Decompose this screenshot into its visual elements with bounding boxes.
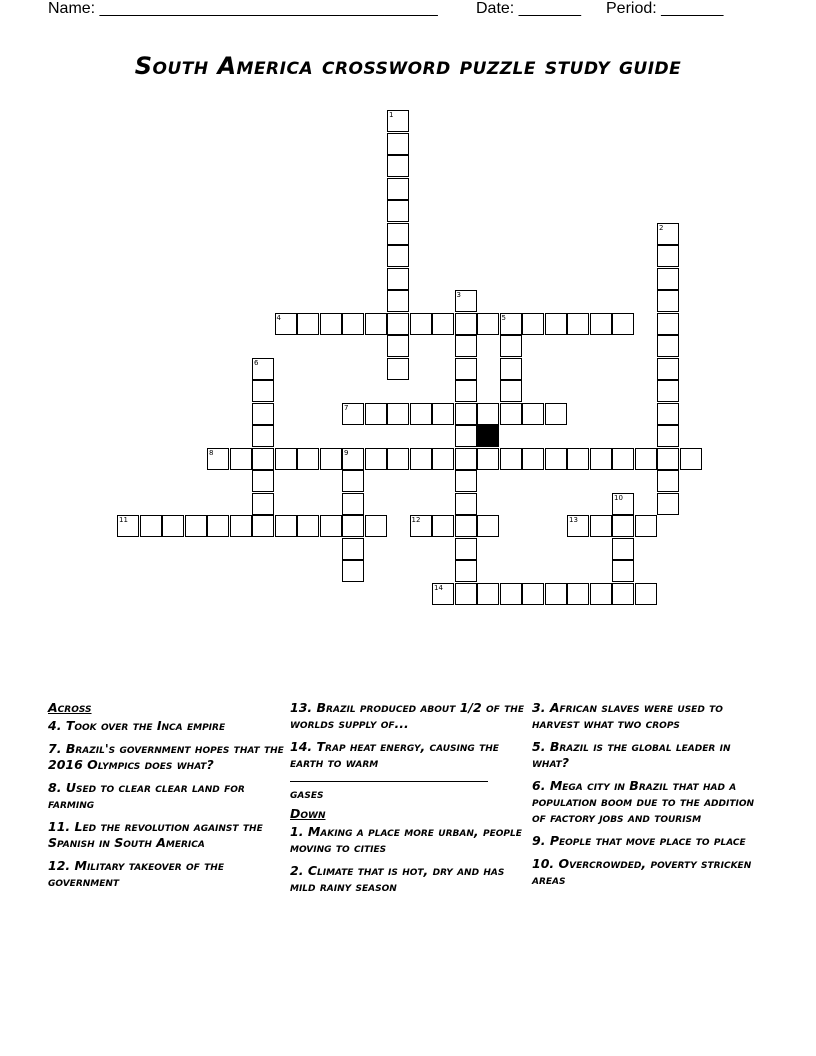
clue-across-14: 14. Trap heat energy, causing the earth to warm (290, 739, 499, 770)
grid-cell[interactable] (252, 515, 274, 537)
grid-cell[interactable] (365, 448, 387, 470)
grid-cell[interactable] (252, 493, 274, 515)
grid-cell[interactable] (455, 470, 477, 492)
grid-cell[interactable] (522, 448, 544, 470)
grid-cell[interactable] (387, 133, 409, 155)
grid-cell[interactable] (387, 200, 409, 222)
grid-cell[interactable] (365, 313, 387, 335)
grid-cell[interactable] (252, 403, 274, 425)
clue-down-10: 10. Overcrowded, poverty stricken areas (532, 856, 752, 887)
grid-cell[interactable] (657, 403, 679, 425)
page-title: South America crossword puzzle study guide (134, 52, 682, 80)
grid-cell[interactable] (455, 538, 477, 560)
grid-cell[interactable] (387, 223, 409, 245)
grid-cell[interactable] (477, 515, 499, 537)
period-field[interactable]: Period: _______ (606, 0, 724, 17)
clue-down-9: 9. People that move place to place (532, 833, 746, 848)
grid-cell[interactable] (545, 313, 567, 335)
grid-cell[interactable] (320, 313, 342, 335)
grid-cell[interactable] (252, 448, 274, 470)
grid-cell[interactable] (432, 515, 454, 537)
grid-cell[interactable] (612, 538, 634, 560)
grid-cell[interactable] (657, 223, 679, 245)
grid-cell[interactable] (612, 560, 634, 582)
grid-cell[interactable] (432, 448, 454, 470)
grid-cell[interactable] (657, 380, 679, 402)
clue-down-2: 2. Climate that is hot, dry and has mild rainy season (290, 863, 505, 894)
grid-cell[interactable] (657, 245, 679, 267)
grid-cell[interactable] (387, 313, 409, 335)
black-square (477, 425, 499, 447)
grid-cell[interactable] (342, 538, 364, 560)
across-heading: Across (48, 700, 92, 715)
grid-cell[interactable] (342, 448, 364, 470)
grid-cell[interactable] (365, 515, 387, 537)
grid-cell[interactable] (545, 448, 567, 470)
grid-cell[interactable] (455, 560, 477, 582)
grid-cell[interactable] (297, 448, 319, 470)
grid-cell[interactable] (455, 313, 477, 335)
grid-cell[interactable] (455, 403, 477, 425)
grid-cell[interactable] (207, 448, 229, 470)
clue-across-8: 8. Used to clear clear land for farming (48, 780, 245, 811)
answer-blank-line (290, 771, 488, 782)
grid-cell[interactable] (117, 515, 139, 537)
grid-cell[interactable] (387, 245, 409, 267)
grid-cell[interactable] (320, 515, 342, 537)
clue-number: 2 (659, 223, 664, 232)
clue-number: 3 (456, 291, 461, 299)
grid-cell[interactable] (612, 583, 634, 605)
grid-cell[interactable] (275, 448, 297, 470)
grid-cell[interactable] (275, 313, 297, 335)
grid-cell[interactable] (567, 515, 589, 537)
clue-across-7: 7. Brazil's government hopes that the 2016 Olympics does what? (48, 741, 284, 772)
grid-cell[interactable] (455, 358, 477, 380)
grid-cell[interactable] (342, 470, 364, 492)
grid-cell[interactable] (252, 380, 274, 402)
clue-across-12: 12. Military takeover of the government (48, 858, 224, 889)
grid-cell[interactable] (545, 403, 567, 425)
grid-cell[interactable] (680, 448, 702, 470)
clues-column-1 (48, 700, 284, 897)
grid-cell[interactable] (635, 448, 657, 470)
grid-cell[interactable] (342, 560, 364, 582)
clue-across-11: 11. Led the revolution against the Spanish in South America (48, 819, 263, 850)
grid-cell[interactable] (387, 358, 409, 380)
grid-cell[interactable] (207, 515, 229, 537)
clue-number: 4 (276, 313, 281, 322)
grid-cell[interactable] (500, 583, 522, 605)
grid-cell[interactable] (410, 448, 432, 470)
grid-cell[interactable] (522, 583, 544, 605)
grid-cell[interactable] (500, 335, 522, 357)
grid-cell[interactable] (522, 313, 544, 335)
grid-cell[interactable] (387, 403, 409, 425)
grid-cell[interactable] (252, 425, 274, 447)
grid-cell[interactable] (590, 515, 612, 537)
grid-cell[interactable] (320, 448, 342, 470)
grid-cell[interactable] (500, 380, 522, 402)
date-field[interactable]: Date: _______ (476, 0, 581, 17)
grid-cell[interactable] (342, 403, 364, 425)
grid-cell[interactable] (387, 448, 409, 470)
down-heading: Down (290, 806, 326, 821)
grid-cell[interactable] (477, 583, 499, 605)
grid-cell[interactable] (500, 448, 522, 470)
grid-cell[interactable] (590, 448, 612, 470)
grid-cell[interactable] (657, 358, 679, 380)
grid-cell[interactable] (410, 515, 432, 537)
grid-cell[interactable] (365, 403, 387, 425)
grid-cell[interactable] (455, 425, 477, 447)
grid-cell[interactable] (657, 493, 679, 515)
grid-cell[interactable] (612, 515, 634, 537)
clue-across-4: 4. Took over the Inca empire (48, 718, 226, 733)
clue-number: 9 (344, 448, 349, 457)
grid-cell[interactable] (455, 515, 477, 537)
grid-cell[interactable] (455, 448, 477, 470)
grid-cell[interactable] (140, 515, 162, 537)
grid-cell[interactable] (297, 515, 319, 537)
grid-cell[interactable] (432, 403, 454, 425)
grid-cell[interactable] (455, 380, 477, 402)
grid-cell[interactable] (657, 470, 679, 492)
clue-number: 13 (569, 516, 578, 524)
grid-cell[interactable] (455, 583, 477, 605)
grid-cell[interactable] (297, 313, 319, 335)
clue-down-5: 5. Brazil is the global leader in what? (532, 739, 731, 770)
grid-cell[interactable] (387, 268, 409, 290)
grid-cell[interactable] (252, 470, 274, 492)
grid-cell[interactable] (230, 515, 252, 537)
clue-number: 1 (389, 111, 394, 119)
grid-cell[interactable] (657, 313, 679, 335)
clue-number: 5 (501, 313, 506, 322)
grid-cell[interactable] (567, 583, 589, 605)
clue-number: 8 (209, 448, 214, 457)
clue-number: 14 (434, 583, 443, 592)
grid-cell[interactable] (657, 290, 679, 312)
clue-number: 10 (614, 493, 623, 502)
name-field[interactable]: Name: ______________________________________ (48, 0, 438, 17)
clue-number: 7 (344, 403, 349, 412)
clue-number: 6 (254, 358, 259, 367)
grid-cell[interactable] (612, 313, 634, 335)
grid-cell[interactable] (230, 448, 252, 470)
grid-cell[interactable] (635, 583, 657, 605)
clue-across-13: 13. Brazil produced about 1/2 of the worlds supply of... (290, 700, 524, 731)
clue-across-14-suffix: gases (290, 786, 324, 801)
clues-column-3 (532, 700, 768, 895)
grid-cell[interactable] (410, 313, 432, 335)
grid-cell[interactable] (500, 358, 522, 380)
grid-cell[interactable] (387, 335, 409, 357)
clue-down-6: 6. Mega city in Brazil that had a population boom due to the addition of factory jobs and tourism (532, 778, 755, 825)
grid-cell[interactable] (342, 313, 364, 335)
grid-cell[interactable] (590, 583, 612, 605)
grid-cell[interactable] (522, 403, 544, 425)
grid-cell[interactable] (500, 403, 522, 425)
grid-cell[interactable] (275, 515, 297, 537)
grid-cell[interactable] (162, 515, 184, 537)
grid-cell[interactable] (455, 335, 477, 357)
clue-number: 12 (411, 516, 421, 524)
grid-cell[interactable] (342, 515, 364, 537)
grid-cell[interactable] (185, 515, 207, 537)
clues-column-2 (290, 700, 526, 902)
grid-cell[interactable] (387, 110, 409, 132)
grid-cell[interactable] (612, 448, 634, 470)
grid-cell[interactable] (387, 155, 409, 177)
clue-number: 11 (119, 516, 128, 524)
grid-cell[interactable] (455, 290, 477, 312)
grid-cell[interactable] (432, 313, 454, 335)
grid-cell[interactable] (410, 403, 432, 425)
grid-cell[interactable] (455, 493, 477, 515)
grid-cell[interactable] (500, 313, 522, 335)
grid-cell[interactable] (432, 583, 454, 605)
grid-cell[interactable] (612, 493, 634, 515)
grid-cell[interactable] (657, 448, 679, 470)
grid-cell[interactable] (477, 448, 499, 470)
grid-cell[interactable] (590, 313, 612, 335)
grid-cell[interactable] (252, 358, 274, 380)
grid-cell[interactable] (657, 335, 679, 357)
grid-cell[interactable] (635, 515, 657, 537)
grid-cell[interactable] (477, 313, 499, 335)
grid-cell[interactable] (387, 178, 409, 200)
grid-cell[interactable] (387, 290, 409, 312)
clue-down-1: 1. Making a place more urban, people moving to cities (290, 824, 522, 855)
grid-cell[interactable] (477, 403, 499, 425)
grid-cell[interactable] (657, 425, 679, 447)
grid-cell[interactable] (657, 268, 679, 290)
grid-cell[interactable] (567, 313, 589, 335)
grid-cell[interactable] (342, 493, 364, 515)
grid-cell[interactable] (567, 448, 589, 470)
clue-down-3: 3. African slaves were used to harvest what two crops (532, 700, 723, 731)
grid-cell[interactable] (545, 583, 567, 605)
